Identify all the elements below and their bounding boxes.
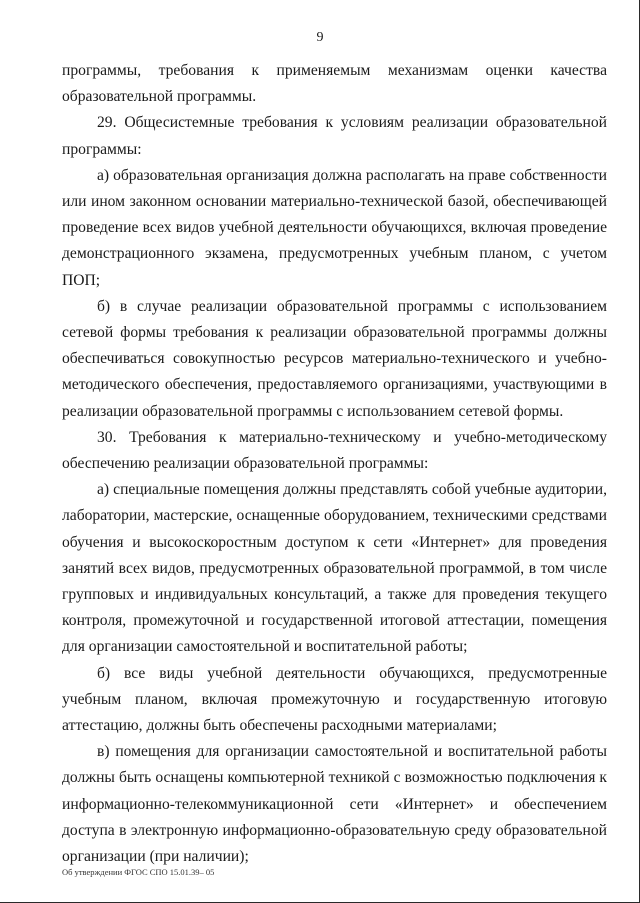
document-footer: Об утверждении ФГОС СПО 15.01.39– 05 [62,867,215,877]
paragraph-clause-29-a: а) образовательная организация должна располагать на праве собственности или ином законном основании материально-технической базой, обеспечивающей проведение всех видов учебной деятельности обучающихся, включая проведение демонстрационного экзамена, предусмотренных учебным планом, с учетом ПОП; [62,166,607,289]
page-number: 9 [316,30,324,45]
paragraph-clause-30-a: а) специальные помещения должны представлять собой учебные аудитории, лаборатории, мастерские, оснащенные оборудованием, техническими средствами обучения и высокоскоростным доступом к сети «Интернет» для проведения занятий всех видов, предусмотренных образовательной программой, в том числе групповых и индивидуальных консультаций, а также для проведения текущего контроля, промежуточной и государственной итоговой аттестации, помещения для организации самостоятельной и воспитательной работы; [62,481,607,656]
paragraph-clause-30-b: б) все виды учебной деятельности обучающихся, предусмотренные учебным планом, включая промежуточную и государственную итоговую аттестацию, должны быть обеспечены расходными материалами; [62,664,607,735]
paragraph-clause-29-b: б) в случае реализации образовательной программы с использованием сетевой формы требования к реализации образовательной программы должны обеспечиваться совокупностью ресурсов материально-технического и учебно-методического обеспечения, предоставляемого организациями, участвующими в реализации образовательной программы с использованием сетевой формы. [62,297,607,420]
paragraph-continuation: программы, требования к применяемым механизмам оценки качества образовательной программы. [62,62,607,106]
paragraph-clause-30-v: в) помещения для организации самостоятельной и воспитательной работы должны быть оснащены компьютерной техникой с возможностью подключения к информационно-телекоммуникационной сети «Интернет» и обеспечением доступа в электронную информационно-образовательную среду образовательной организации (при наличии); [62,743,607,866]
paragraph-clause-29: 29. Общесистемные требования к условиям реализации образовательной программы: [62,114,607,158]
paragraph-clause-30: 30. Требования к материально-техническому и учебно-методическому обеспечению реализации образовательной программы: [62,428,607,473]
document-body [62,58,607,870]
